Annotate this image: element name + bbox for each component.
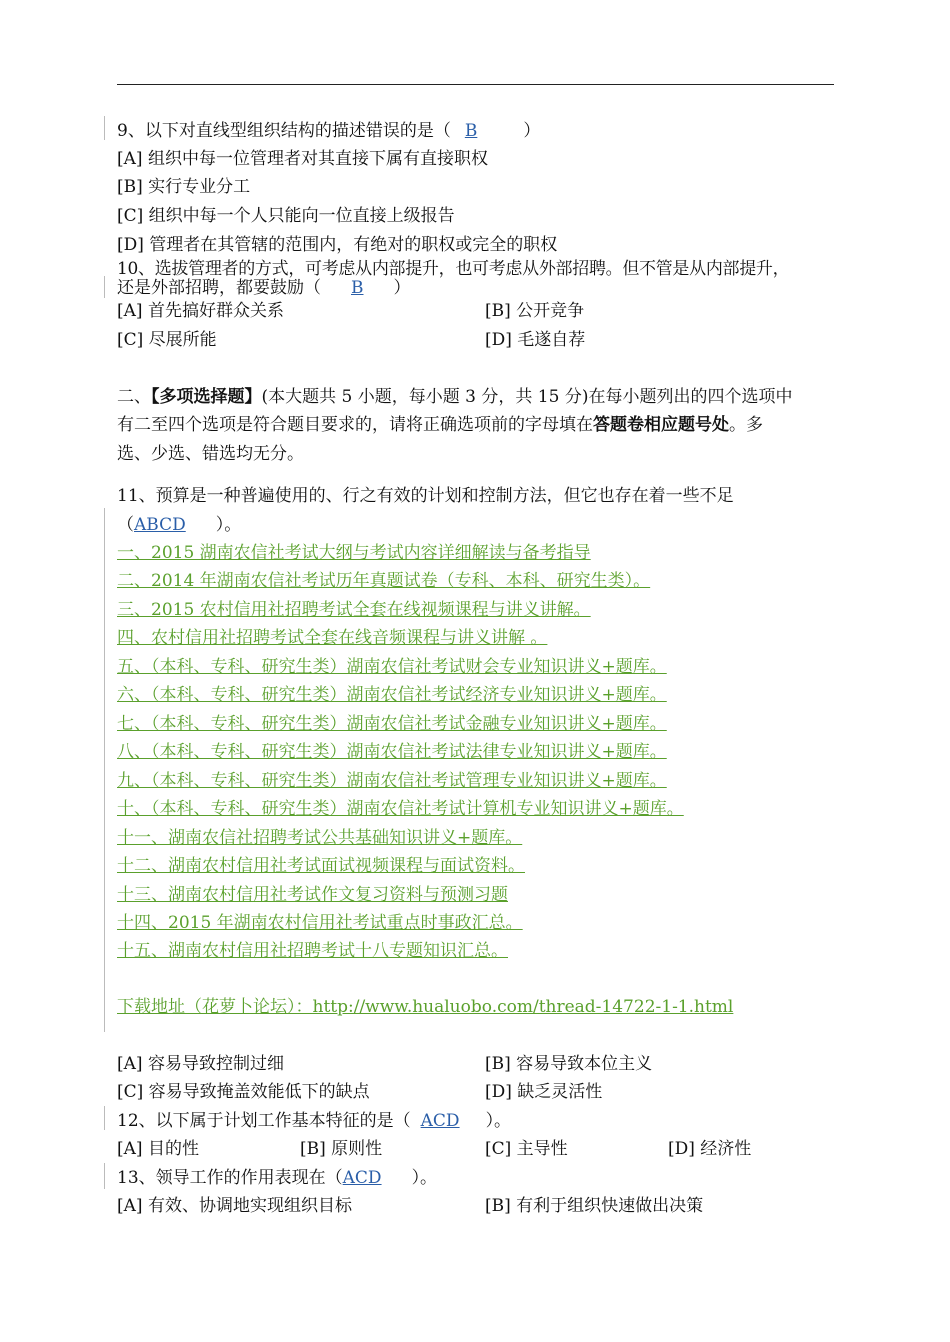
- ad-link[interactable]: 十二、湖南农村信用社考试面试视频课程与面试资料。: [117, 856, 525, 876]
- q11-option-d: [D] 缺乏灵活性: [485, 1082, 603, 1102]
- q9-option-c: [C] 组织中每一个人只能向一位直接上级报告: [117, 206, 455, 226]
- q10-option-a: [A] 首先搞好群众关系: [117, 301, 284, 321]
- q13-option-a: [A] 有效、协调地实现组织目标: [117, 1196, 352, 1216]
- ad-link[interactable]: 五、（本科、专科、研究生类）湖南农信社考试财会专业知识讲义+题库。: [117, 657, 667, 677]
- ad-link[interactable]: 二、2014 年湖南农信社考试历年真题试卷（专科、本科、研究生类）。: [117, 571, 651, 591]
- ad-link[interactable]: 三、2015 农村信用社招聘考试全套在线视频课程与讲义讲解。: [117, 600, 591, 620]
- q11-stem-line1: 11、预算是一种普遍使用的、行之有效的计划和控制方法，但它也存在着一些不足: [117, 486, 734, 506]
- q9-option-a: [A] 组织中每一位管理者对其直接下属有直接职权: [117, 149, 488, 169]
- ad-link[interactable]: 九、（本科、专科、研究生类）湖南农信社考试管理专业知识讲义+题库。: [117, 771, 667, 791]
- ad-link[interactable]: 十、（本科、专科、研究生类）湖南农信社考试计算机专业知识讲义+题库。: [117, 799, 684, 819]
- margin-marker: [104, 276, 105, 298]
- q11-answer: ABCD: [134, 515, 186, 535]
- q9-option-b: [B] 实行专业分工: [117, 177, 251, 197]
- q10-option-b: [B] 公开竞争: [485, 301, 585, 321]
- q12-option-d: [D] 经济性: [668, 1139, 752, 1159]
- q10-stem-line1: 10、选拔管理者的方式，可考虑从内部提升，也可考虑从外部招聘。但不管是从内部提升，: [117, 259, 790, 279]
- section2-line2: 有二至四个选项是符合题目要求的，请将正确选项前的字母填在答题卷相应题号处。多: [117, 415, 763, 435]
- header-rule: [117, 84, 834, 85]
- q11-stem-line2: （ABCD ）。: [117, 515, 242, 535]
- q13-stem: 13、领导工作的作用表现在（ACD ）。: [117, 1168, 438, 1188]
- q10-stem-line2: 还是外部招聘，都要鼓励（ B ）: [117, 278, 411, 298]
- ad-link[interactable]: 六、（本科、专科、研究生类）湖南农信社考试经济专业知识讲义+题库。: [117, 685, 667, 705]
- ad-link[interactable]: 十一、湖南农信社招聘考试公共基础知识讲义+题库。: [117, 828, 523, 848]
- ad-link[interactable]: 十三、湖南农村信用社考试作文复习资料与预测习题: [117, 885, 508, 905]
- ad-link[interactable]: 七、（本科、专科、研究生类）湖南农信社考试金融专业知识讲义+题库。: [117, 714, 667, 734]
- q9-answer: B: [464, 121, 478, 141]
- ad-link[interactable]: 十四、2015 年湖南农村信用社考试重点时事政汇总。: [117, 913, 523, 933]
- section2-line3: 选、少选、错选均无分。: [117, 444, 304, 464]
- ad-link[interactable]: 四、农村信用社招聘考试全套在线音频课程与讲义讲解 。: [117, 628, 548, 648]
- q13-option-b: [B] 有利于组织快速做出决策: [485, 1196, 704, 1216]
- q12-stem: 12、以下属于计划工作基本特征的是（ ACD ）。: [117, 1111, 512, 1131]
- q12-option-b: [B] 原则性: [300, 1139, 383, 1159]
- margin-marker: [104, 116, 105, 140]
- download-link[interactable]: 下载地址（花萝卜论坛）：http://www.hualuobo.com/thread-14722-1-1.html: [117, 997, 734, 1017]
- section2-line1: 二、【多项选择题】(本大题共 5 小题，每小题 3 分，共 15 分)在每小题列出的四个选项中: [117, 387, 793, 407]
- q13-answer: ACD: [342, 1168, 382, 1188]
- q9-option-d: [D] 管理者在其管辖的范围内，有绝对的职权或完全的职权: [117, 235, 558, 255]
- ad-link[interactable]: 一、2015 湖南农信社考试大纲与考试内容详细解读与备考指导: [117, 543, 591, 563]
- margin-marker: [104, 1106, 105, 1130]
- q11-option-a: [A] 容易导致控制过细: [117, 1054, 284, 1074]
- q9-stem: 9、以下对直线型组织结构的描述错误的是（ B ）: [117, 121, 541, 141]
- ad-link[interactable]: 八、（本科、专科、研究生类）湖南农信社考试法律专业知识讲义+题库。: [117, 742, 667, 762]
- margin-marker: [104, 508, 105, 1032]
- q10-option-d: [D] 毛遂自荐: [485, 330, 586, 350]
- q12-option-a: [A] 目的性: [117, 1139, 199, 1159]
- q11-option-c: [C] 容易导致掩盖效能低下的缺点: [117, 1082, 370, 1102]
- q10-answer: B: [351, 278, 364, 298]
- q10-option-c: [C] 尽展所能: [117, 330, 217, 350]
- ad-link[interactable]: 十五、湖南农村信用社招聘考试十八专题知识汇总。: [117, 941, 508, 961]
- margin-marker: [104, 1163, 105, 1189]
- q11-option-b: [B] 容易导致本位主义: [485, 1054, 653, 1074]
- q12-answer: ACD: [420, 1111, 460, 1131]
- q12-option-c: [C] 主导性: [485, 1139, 568, 1159]
